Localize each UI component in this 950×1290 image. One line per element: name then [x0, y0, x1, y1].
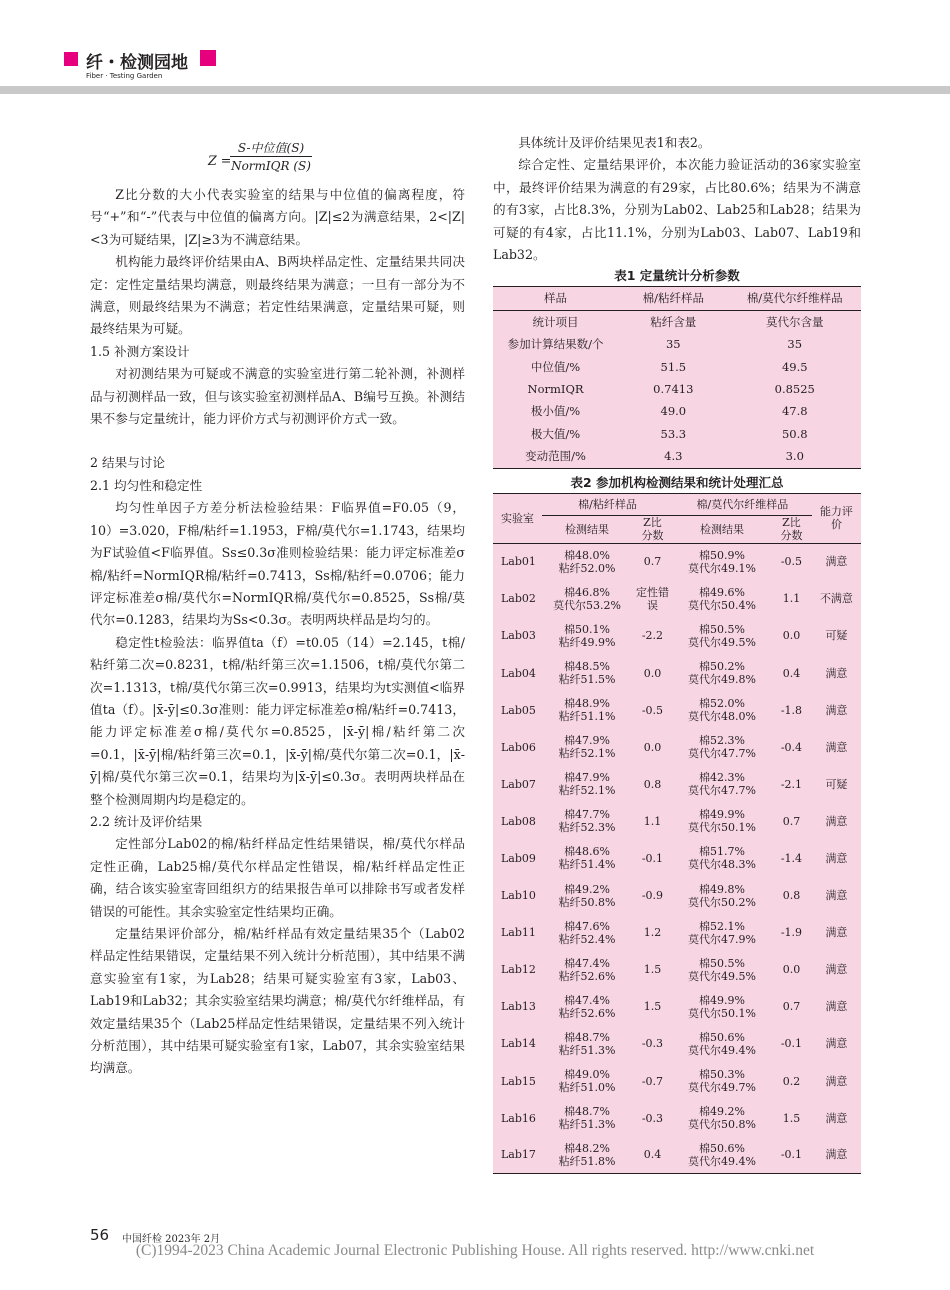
table2-row [493, 692, 861, 729]
table2-result1-cell [542, 654, 632, 691]
table2-result1-cell [542, 1100, 632, 1137]
table2-z1-cell: -2.2 [632, 617, 673, 654]
table2-header-result: 检测结果 [673, 515, 771, 543]
table2-result1-cell [542, 543, 632, 580]
table2-lab-cell: Lab09 [493, 840, 542, 877]
header-accent-square [200, 50, 216, 66]
result-cotton: 棉47.7% [564, 808, 611, 822]
result-cotton: 棉48.6% [564, 845, 611, 859]
table2-result2-cell [673, 766, 771, 803]
table2-result1-cell [542, 803, 632, 840]
table2-result2-cell [673, 1025, 771, 1062]
header-title: 纤・检测园地 [86, 53, 188, 73]
result-fiber: 粘纤49.9% [558, 635, 616, 649]
table2-result2-cell [673, 543, 771, 580]
table2-row [493, 1025, 861, 1062]
table2-header-result: 检测结果 [542, 515, 632, 543]
result-fiber: 粘纤51.1% [558, 710, 616, 724]
heading-1-5: 1.5 补测方案设计 [90, 343, 190, 359]
table1-header-cell: 棉/粘纤样品 [618, 287, 728, 310]
table2-header-z: Z比分数 [771, 515, 812, 543]
table2-eval-cell: 满意 [812, 803, 861, 840]
table2-z2-cell: 0.0 [771, 951, 812, 988]
table2-z1-cell: -0.3 [632, 1100, 673, 1137]
paragraph-homogeneity: 均匀性单因子方差分析法检验结果：F临界值=F0.05（9，10）=3.020，F棉/粘纤=1.1953，F棉/莫代尔=1.1743，结果均为F试验值<F临界值。Ss≤0.3σ准则检验结果：能力评定标准差σ棉/粘纤=NormIQR棉/粘纤=0.7413，Ss棉/粘纤=0.0706；能力评定标准差σ棉/莫代尔=NormIQR棉/莫代尔=0.8525，Ss棉/莫代尔=0.1283，结果均为Ss<0.3σ。表明两块样品是均匀的。 [90, 500, 465, 628]
result-cotton: 棉49.2% [564, 882, 611, 896]
heading-2: 2 结果与讨论 [90, 455, 165, 471]
result-fiber: 莫代尔47.9% [687, 932, 756, 946]
table2-lab-cell: Lab02 [493, 580, 542, 617]
table2-eval-cell: 满意 [812, 840, 861, 877]
table2-result2-cell [673, 803, 771, 840]
table2-result1-cell [542, 729, 632, 766]
header-divider [0, 86, 950, 94]
table2-z2-cell: -1.8 [771, 692, 812, 729]
result-fiber: 粘纤50.8% [558, 895, 616, 909]
formula-numerator: S-中位值(S) [230, 140, 312, 157]
table2-eval-cell: 满意 [812, 1025, 861, 1062]
table2-result2-cell [673, 1137, 771, 1174]
table2-result1-cell [542, 1025, 632, 1062]
table1-cell: NormIQR [493, 378, 618, 400]
table1-cell: 50.8 [729, 423, 862, 445]
result-cotton: 棉47.9% [564, 771, 611, 785]
table1-cell: 47.8 [729, 400, 862, 422]
result-cotton: 棉52.0% [698, 697, 745, 711]
formula-lhs: Z = [208, 153, 232, 168]
result-cotton: 棉49.9% [698, 808, 745, 822]
table2-z1-cell: -0.3 [632, 1025, 673, 1062]
paragraph-overall-results: 综合定性、定量结果评价，本次能力验证活动的36家实验室中，最终评价结果为满意的有29家，占比80.6%；结果为不满意的有3家，占比8.3%，分别为Lab02、Lab25和Lab28；结果为可疑的有4家，占比11.1%，分别为Lab03、Lab07、Lab19和Lab32。 [493, 157, 861, 263]
result-cotton: 棉48.7% [564, 1105, 611, 1119]
table2-row [493, 877, 861, 914]
table2-z2-cell: -0.1 [771, 1025, 812, 1062]
table2-z1-cell: -0.5 [632, 692, 673, 729]
formula-denominator: NormIQR (S) [231, 159, 311, 173]
result-cotton: 棉48.2% [564, 1141, 611, 1155]
result-cotton: 棉48.9% [564, 697, 611, 711]
table2-eval-cell: 满意 [812, 543, 861, 580]
page-header [0, 0, 950, 90]
heading-2-2: 2.2 统计及评价结果 [90, 813, 203, 829]
result-cotton: 棉48.0% [564, 548, 611, 562]
result-fiber: 粘纤52.4% [558, 932, 616, 946]
result-cotton: 棉47.9% [564, 734, 611, 748]
table2-result2-cell [673, 988, 771, 1025]
table2-result1-cell [542, 914, 632, 951]
table2-eval-cell: 满意 [812, 951, 861, 988]
table2-result2-cell [673, 1063, 771, 1100]
table1-row [493, 333, 861, 355]
result-cotton: 棉46.8% [564, 585, 611, 599]
table1-cell: 49.0 [618, 400, 728, 422]
result-cotton: 棉52.1% [698, 919, 745, 933]
table1-cell: 极小值/% [493, 400, 618, 422]
table2-z2-cell: 0.7 [771, 988, 812, 1025]
paragraph-retest: 对初测结果为可疑或不满意的实验室进行第二轮补测，补测样品与初测样品一致，但与该实验室初测样品A、B编号互换。补测结果不参与定量统计，能力评价方式与初测评价方式一致。 [90, 366, 465, 427]
table1-cell: 35 [618, 333, 728, 355]
table2-z1-cell: 1.1 [632, 803, 673, 840]
table2-row [493, 914, 861, 951]
result-cotton: 棉48.5% [564, 660, 611, 674]
table2-lab-cell: Lab04 [493, 654, 542, 691]
table2-row [493, 654, 861, 691]
table2-lab-cell: Lab14 [493, 1025, 542, 1062]
table2-lab-cell: Lab01 [493, 543, 542, 580]
table2-lab-cell: Lab13 [493, 988, 542, 1025]
result-cotton: 棉50.2% [698, 660, 745, 674]
table2-result2-cell [673, 1100, 771, 1137]
table2-eval-cell: 可疑 [812, 766, 861, 803]
table1-cell: 统计项目 [493, 310, 618, 333]
table2-z2-cell: 0.8 [771, 877, 812, 914]
table1-cell: 粘纤含量 [618, 310, 728, 333]
table2-z2-cell: 0.7 [771, 803, 812, 840]
result-cotton: 棉48.7% [564, 1030, 611, 1044]
table2-z1-cell: 0.0 [632, 729, 673, 766]
result-cotton: 棉50.5% [698, 956, 745, 970]
table2-eval-cell: 满意 [812, 988, 861, 1025]
z-score-formula [90, 140, 465, 182]
table2-z1-cell: -0.9 [632, 877, 673, 914]
right-column [493, 132, 861, 1174]
result-fiber: 莫代尔50.1% [687, 821, 756, 835]
table2-eval-cell: 不满意 [812, 580, 861, 617]
table1-cell: 参加计算结果数/个 [493, 333, 618, 355]
table2-lab-cell: Lab16 [493, 1100, 542, 1137]
copyright-notice: (C)1994-2023 China Academic Journal Electronic Publishing House. All rights reserved. http://www.cnki.net [135, 1242, 815, 1259]
table2-lab-cell: Lab06 [493, 729, 542, 766]
table2-eval-cell: 满意 [812, 692, 861, 729]
header-subtitle: Fiber · Testing Garden [86, 72, 163, 80]
table1-row [493, 445, 861, 468]
table2-header-sample1: 棉/粘纤样品 [542, 493, 673, 515]
result-cotton: 棉50.6% [698, 1030, 745, 1044]
journal-info: 中国纤检 2023年 2月 [122, 1234, 221, 1245]
result-fiber: 粘纤52.1% [558, 747, 616, 761]
table2-header-eval: 能力评价 [812, 493, 861, 543]
table2-eval-cell: 可疑 [812, 617, 861, 654]
table2-row [493, 766, 861, 803]
paragraph-quantitative: 定量结果评价部分，棉/粘纤样品有效定量结果35个（Lab02样品定性结果错误，定量结果不列入统计分析范围），其中结果不满意实验室有1家，为Lab28；结果可疑实验室有3家，Lab03、Lab19和Lab32；其余实验室结果均满意；棉/莫代尔纤维样品，有效定量结果35个（Lab25样品定性结果错误，定量结果不列入统计分析范围），其中结果可疑实验室有1家，Lab07，其余实验室结果均满意。 [90, 926, 465, 1076]
table2-row [493, 1063, 861, 1100]
table2-z1-cell: 1.5 [632, 988, 673, 1025]
result-cotton: 棉51.7% [698, 845, 745, 859]
table1 [493, 286, 861, 468]
result-fiber: 粘纤52.3% [558, 821, 616, 835]
table1-header-cell: 样品 [493, 287, 618, 310]
result-cotton: 棉49.0% [564, 1068, 611, 1082]
left-column [90, 140, 465, 1080]
table2-z1-cell: -0.1 [632, 840, 673, 877]
table2-z1-cell: 定性错误 [632, 580, 673, 617]
result-fiber: 粘纤52.6% [558, 969, 616, 983]
result-fiber: 粘纤51.0% [558, 1081, 616, 1095]
table2-result2-cell [673, 729, 771, 766]
table2-result2-cell [673, 692, 771, 729]
table2-result2-cell [673, 951, 771, 988]
result-fiber: 莫代尔49.4% [687, 1043, 756, 1057]
table1-cell: 51.5 [618, 356, 728, 378]
table2-z2-cell: -0.4 [771, 729, 812, 766]
table2-result2-cell [673, 877, 771, 914]
table2-header-row [493, 493, 861, 515]
table1-row [493, 400, 861, 422]
table2-result1-cell [542, 951, 632, 988]
result-fiber: 莫代尔50.4% [687, 598, 756, 612]
result-cotton: 棉49.6% [698, 585, 745, 599]
table2-z2-cell: -0.1 [771, 1137, 812, 1174]
table2-result1-cell [542, 877, 632, 914]
table2-header-z: Z比分数 [632, 515, 673, 543]
result-fiber: 莫代尔48.3% [687, 858, 756, 872]
table1-header-cell: 棉/莫代尔纤维样品 [729, 287, 862, 310]
result-cotton: 棉49.2% [698, 1105, 745, 1119]
table1-cell: 4.3 [618, 445, 728, 468]
table1-cell: 35 [729, 333, 862, 355]
table2-lab-cell: Lab07 [493, 766, 542, 803]
result-cotton: 棉50.9% [698, 548, 745, 562]
result-fiber: 莫代尔49.5% [687, 969, 756, 983]
table2-result1-cell [542, 988, 632, 1025]
result-fiber: 莫代尔49.1% [687, 561, 756, 575]
table2-result2-cell [673, 580, 771, 617]
result-fiber: 莫代尔47.7% [687, 747, 756, 761]
result-fiber: 莫代尔50.2% [687, 895, 756, 909]
table2-result1-cell [542, 1137, 632, 1174]
table2-z2-cell: -1.9 [771, 914, 812, 951]
table2-result1-cell [542, 1063, 632, 1100]
result-fiber: 粘纤52.1% [558, 784, 616, 798]
table2-z1-cell: 0.4 [632, 1137, 673, 1174]
table2-z2-cell: 1.5 [771, 1100, 812, 1137]
table2-eval-cell: 满意 [812, 914, 861, 951]
result-cotton: 棉52.3% [698, 734, 745, 748]
table2-z2-cell: 1.1 [771, 580, 812, 617]
table2-z2-cell: -1.4 [771, 840, 812, 877]
paragraph-z-score: Z比分数的大小代表实验室的结果与中位值的偏离程度，符号“+”和“-”代表与中位值的偏离方向。|Z|≤2为满意结果，2<|Z|<3为可疑结果，|Z|≥3为不满意结果。 [90, 187, 465, 247]
table1-cell: 0.8525 [729, 378, 862, 400]
table1-row [493, 378, 861, 400]
table2-eval-cell: 满意 [812, 729, 861, 766]
result-cotton: 棉50.3% [698, 1068, 745, 1082]
result-fiber: 莫代尔49.5% [687, 635, 756, 649]
result-fiber: 粘纤51.5% [558, 673, 616, 687]
table2-row [493, 1100, 861, 1137]
table2-result2-cell [673, 617, 771, 654]
table2-eval-cell: 满意 [812, 1063, 861, 1100]
table1-cell: 变动范围/% [493, 445, 618, 468]
table1-caption: 表1 定量统计分析参数 [614, 268, 740, 284]
table1-cell: 49.5 [729, 356, 862, 378]
table2-header-lab: 实验室 [493, 493, 542, 543]
table2-result1-cell [542, 617, 632, 654]
page-number: 56 [90, 1226, 110, 1244]
table2-lab-cell: Lab15 [493, 1063, 542, 1100]
table2-z2-cell: -2.1 [771, 766, 812, 803]
table2-z2-cell: 0.0 [771, 617, 812, 654]
result-cotton: 棉50.1% [564, 622, 611, 636]
table2-lab-cell: Lab11 [493, 914, 542, 951]
table2-row [493, 951, 861, 988]
table1-cell: 极大值/% [493, 423, 618, 445]
table2-row [493, 617, 861, 654]
result-fiber: 粘纤51.4% [558, 858, 616, 872]
result-fiber: 粘纤52.6% [558, 1006, 616, 1020]
result-fiber: 莫代尔49.4% [687, 1154, 756, 1168]
table2-row [493, 543, 861, 580]
header-logo-square [64, 52, 78, 66]
table1-row [493, 423, 861, 445]
table1-cell: 53.3 [618, 423, 728, 445]
result-fiber: 粘纤51.8% [558, 1154, 616, 1168]
table2-lab-cell: Lab03 [493, 617, 542, 654]
table2-result1-cell [542, 580, 632, 617]
result-fiber: 粘纤51.3% [558, 1118, 616, 1132]
table2-z2-cell: 0.4 [771, 654, 812, 691]
table2-eval-cell: 满意 [812, 654, 861, 691]
result-cotton: 棉50.6% [698, 1141, 745, 1155]
table2-row [493, 580, 861, 617]
table2-row [493, 840, 861, 877]
table2-z1-cell: 0.8 [632, 766, 673, 803]
result-fiber: 莫代尔53.2% [553, 598, 622, 612]
table2-row [493, 988, 861, 1025]
result-fiber: 粘纤52.0% [558, 561, 616, 575]
table2-z1-cell: 0.7 [632, 543, 673, 580]
result-cotton: 棉49.8% [698, 882, 745, 896]
table1-cell: 莫代尔含量 [729, 310, 862, 333]
table2-eval-cell: 满意 [812, 877, 861, 914]
table2-row [493, 1137, 861, 1174]
paragraph-qualitative: 定性部分Lab02的棉/粘纤样品定性结果错误，棉/莫代尔样品定性正确，Lab25棉/莫代尔样品定性错误，棉/粘纤样品定性正确，结合该实验室寄回组织方的结果报告单可以排除书写或者发样错误的可能性。其余实验室定性结果均正确。 [90, 836, 465, 919]
table2-header-sample2: 棉/莫代尔纤维样品 [673, 493, 812, 515]
table2-z1-cell: 0.0 [632, 654, 673, 691]
paragraph-stability: 稳定性t检验法：临界值ta（f）=t0.05（14）=2.145，t棉/粘纤第二次=0.8231，t棉/粘纤第三次=1.1506，t棉/莫代尔第二次=1.1313，t棉/莫代尔第三次=0.9913，结果均为t实测值<临界值ta（f）。|x̄-ȳ|≤0.3σ准则：能力评定标准差σ棉/粘纤=0.7413，能力评定标准差σ棉/莫代尔=0.8525，|x̄-ȳ|棉/粘纤第二次=0.1，|x̄-ȳ|棉/粘纤第三次=0.1，|x̄-ȳ|棉/莫代尔第二次=0.1，|x̄-ȳ|棉/莫代尔第三次=0.1，结果均为|x̄-ȳ|≤0.3σ。表明两块样品在整个检测周期内均是稳定的。 [90, 634, 465, 807]
table2-z1-cell: -0.7 [632, 1063, 673, 1100]
table2-eval-cell: 满意 [812, 1100, 861, 1137]
table1-cell: 3.0 [729, 445, 862, 468]
result-fiber: 莫代尔48.0% [687, 710, 756, 724]
table2-lab-cell: Lab17 [493, 1137, 542, 1174]
table2-result2-cell [673, 654, 771, 691]
table2-z2-cell: 0.2 [771, 1063, 812, 1100]
heading-2-1: 2.1 均匀性和稳定性 [90, 477, 203, 493]
result-cotton: 棉50.5% [698, 622, 745, 636]
table2-eval-cell: 满意 [812, 1137, 861, 1174]
table2-result1-cell [542, 766, 632, 803]
table2-z1-cell: 1.5 [632, 951, 673, 988]
table1-row [493, 310, 861, 333]
table2-lab-cell: Lab12 [493, 951, 542, 988]
table1-cell: 0.7413 [618, 378, 728, 400]
table1-row [493, 356, 861, 378]
table2-result1-cell [542, 692, 632, 729]
result-cotton: 棉47.6% [564, 919, 611, 933]
result-fiber: 莫代尔50.8% [687, 1118, 756, 1132]
table2-row [493, 803, 861, 840]
table2-row [493, 729, 861, 766]
table2-z2-cell: -0.5 [771, 543, 812, 580]
table2-z1-cell: 1.2 [632, 914, 673, 951]
table2-result2-cell [673, 840, 771, 877]
result-cotton: 棉47.4% [564, 956, 611, 970]
table2-lab-cell: Lab10 [493, 877, 542, 914]
table1-cell: 中位值/% [493, 356, 618, 378]
result-fiber: 莫代尔50.1% [687, 1006, 756, 1020]
result-cotton: 棉42.3% [698, 771, 745, 785]
result-cotton: 棉47.4% [564, 993, 611, 1007]
result-fiber: 莫代尔49.8% [687, 673, 756, 687]
paragraph-see-tables: 具体统计及评价结果见表1和表2。 [518, 135, 711, 150]
result-cotton: 棉49.9% [698, 993, 745, 1007]
table2-subheader-row [493, 515, 861, 543]
table2-lab-cell: Lab08 [493, 803, 542, 840]
table1-header-row [493, 287, 861, 310]
table2 [493, 493, 861, 1175]
table2-result2-cell [673, 914, 771, 951]
result-fiber: 莫代尔47.7% [687, 784, 756, 798]
table2-lab-cell: Lab05 [493, 692, 542, 729]
paragraph-final-evaluation: 机构能力最终评价结果由A、B两块样品定性、定量结果共同决定：定性定量结果均满意，则最终结果为满意；一旦有一部分为不满意，则最终结果为不满意；若定性结果满意，定量结果可疑，则最终结果为可疑。 [90, 254, 465, 337]
result-fiber: 莫代尔49.7% [687, 1081, 756, 1095]
table2-caption: 表2 参加机构检测结果和统计处理汇总 [570, 474, 784, 490]
result-fiber: 粘纤51.3% [558, 1043, 616, 1057]
table2-result1-cell [542, 840, 632, 877]
